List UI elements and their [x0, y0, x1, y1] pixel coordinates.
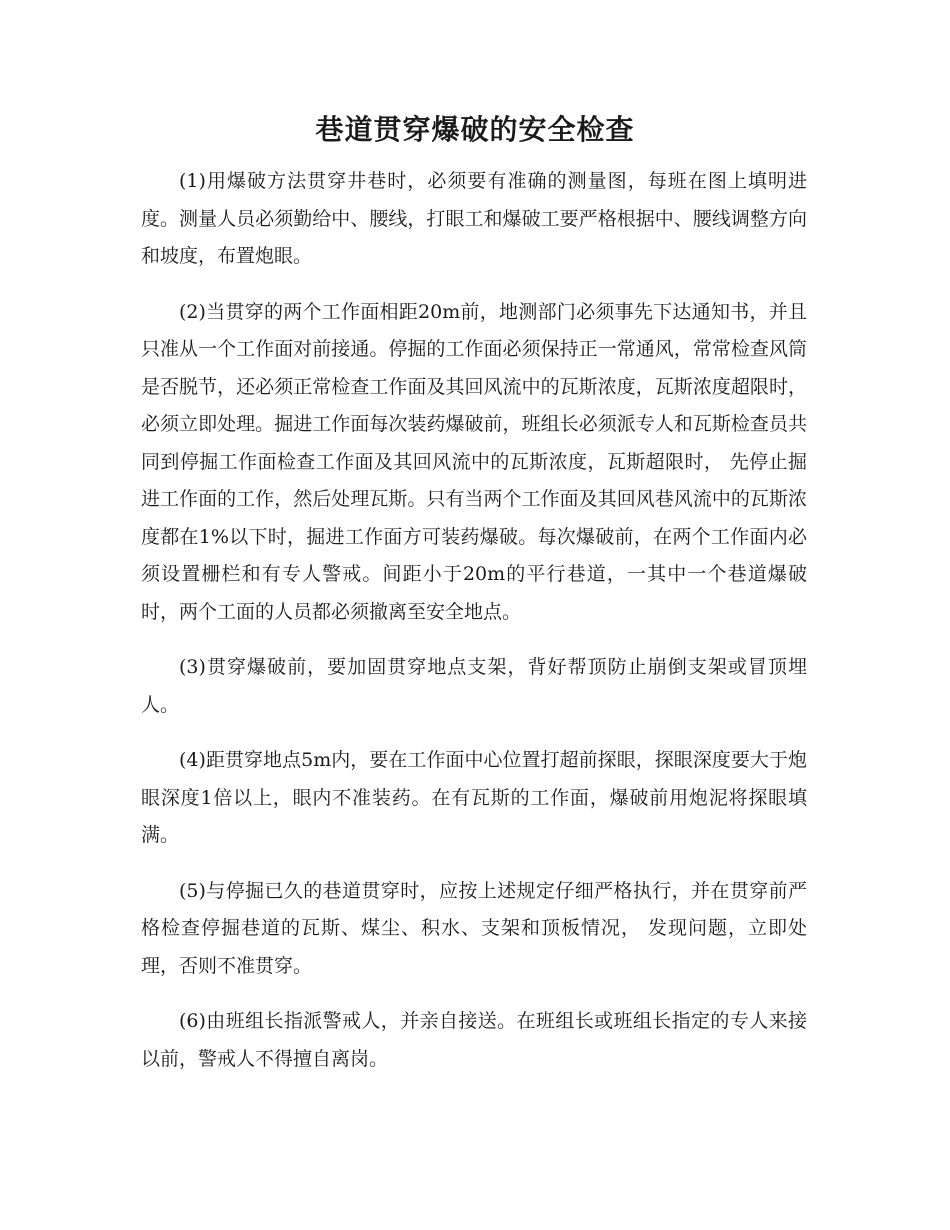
document-title: 巷道贯穿爆破的安全检查 [315, 113, 635, 146]
paragraph-4: (4)距贯穿地点5m内，要在工作面中心位置打超前探眼，探眼深度要大于炮眼深度1倍以上，眼内不准装药。在有瓦斯的工作面，爆破前用炮泥将探眼填满。 [141, 749, 807, 846]
paragraph-6: (6)由班组长指派警戒人，并亲自接送。在班组长或班组长指定的专人来接以前，警戒人不得擅自离岗。 [141, 1010, 807, 1070]
paragraph-3: (3)贯穿爆破前，要加固贯穿地点支架，背好帮顶防止崩倒支架或冒顶埋人。 [141, 656, 807, 716]
document-body [141, 163, 807, 1096]
paragraph-2: (2)当贯穿的两个工作面相距20m前，地测部门必须事先下达通知书，并且只准从一个工作面对前接通。停掘的工作面必须保持正一常通风，常常检查风筒是否脱节，还必须正常检查工作面及其回风流中的瓦斯浓度，瓦斯浓度超限时，必须立即处理。掘进工作面每次装药爆破前，班组长必须派专人和瓦斯检查员共同到停掘工作面检查工作面及其回风流中的瓦斯浓度，瓦斯超限时， 先停止掘进工作面的工作，然后处理瓦斯。只有当两个工作面及其回风巷风流中的瓦斯浓度都在1%以下时，掘进工作面方可装药爆破。每次爆破前，在两个工作面内必须设置栅栏和有专人警戒。间距小于20m的平行巷道，一其中一个巷道爆破时，两个工面的人员都必须撤离至安全地点。 [141, 300, 807, 623]
paragraph-5: (5)与停掘已久的巷道贯穿时，应按上述规定仔细严格执行，并在贯穿前严格检查停掘巷道的瓦斯、煤尘、积水、支架和顶板情况， 发现问题，立即处理，否则不准贯穿。 [141, 879, 807, 977]
paragraph-1: (1)用爆破方法贯穿井巷时，必须要有准确的测量图，每班在图上填明进度。测量人员必须勤给中、腰线，打眼工和爆破工要严格根据中、腰线调整方向和坡度，布置炮眼。 [141, 170, 807, 267]
